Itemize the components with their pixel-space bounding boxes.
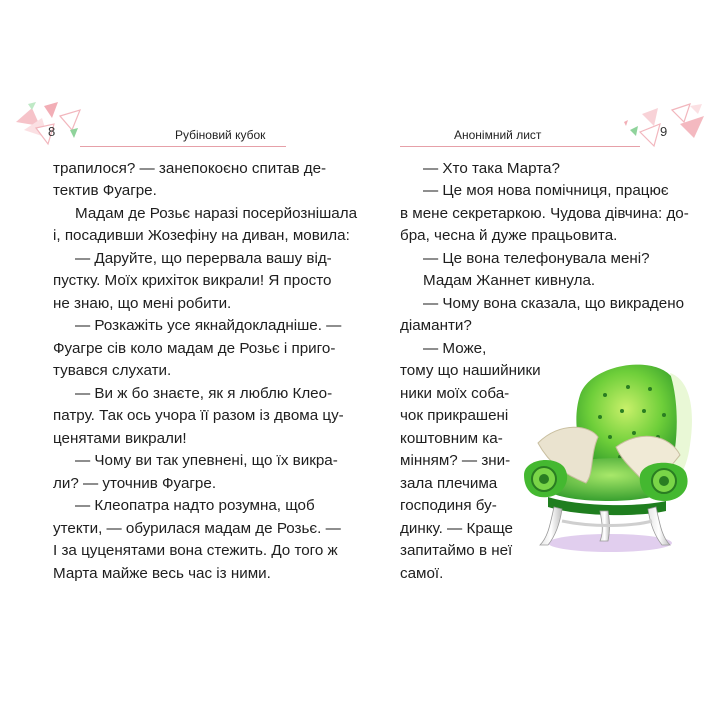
left-line-7: не знаю, що мені робити. — [53, 295, 232, 312]
left-line-16: — Клеопатра надто розумна, щоб — [75, 497, 315, 514]
left-line-2: тектив Фуагре. — [53, 182, 157, 199]
right-line-18: запитаймо в неї — [400, 542, 513, 559]
left-line-14: — Чому ви так упевнені, що їх викра- — [75, 452, 338, 469]
left-line-4: і, посадивши Жозефіну на диван, мовила: — [53, 227, 350, 244]
right-line-17: динку. — Краще — [400, 520, 513, 537]
left-line-9: Фуагре сів коло мадам де Розьє і приго- — [53, 340, 336, 357]
right-line-14: мінням? — зни- — [400, 452, 511, 469]
right-line-7: — Чому вона сказала, що викрадено — [423, 295, 685, 312]
right-running-head: Анонімний лист — [454, 128, 542, 142]
left-line-10: тувався слухати. — [53, 362, 172, 379]
right-line-15: зала плечима — [400, 475, 498, 492]
right-page-number: 9 — [660, 124, 668, 139]
left-line-15: ли? — уточнив Фуагре. — [53, 475, 217, 492]
left-line-1: трапилося? — занепокоєно спитав де- — [53, 160, 327, 177]
right-line-13: коштовним ка- — [400, 430, 503, 447]
right-line-9: — Може, — [423, 340, 487, 357]
left-running-head: Рубіновий кубок — [175, 128, 266, 142]
right-line-8: діаманти? — [400, 317, 472, 334]
armchair-illustration — [520, 355, 698, 560]
right-line-4: бра, чесна й дуже працьовита. — [400, 227, 618, 244]
right-line-6: Мадам Жаннет кивнула. — [423, 272, 596, 289]
right-line-12: чок прикрашені — [400, 407, 509, 424]
right-line-10: тому що нашийники — [400, 362, 541, 379]
left-line-13: ценятами викрали! — [53, 430, 187, 447]
right-line-19: самої. — [400, 565, 444, 582]
left-header-rule — [80, 146, 286, 147]
left-line-5: — Даруйте, що перервала вашу від- — [75, 250, 332, 267]
left-page-number: 8 — [48, 124, 56, 139]
right-line-2: — Це моя нова помічниця, працює — [423, 182, 669, 199]
left-line-3: Мадам де Розьє наразі посерйознішала — [75, 205, 358, 222]
right-line-3: в мене секретаркою. Чудова дівчина: до- — [400, 205, 689, 222]
right-line-16: господиня бу- — [400, 497, 497, 514]
left-line-6: пустку. Моїх крихіток викрали! Я просто — [53, 272, 332, 289]
right-line-1: — Хто така Марта? — [423, 160, 560, 177]
right-line-5: — Це вона телефонувала мені? — [423, 250, 650, 267]
left-line-12: патру. Так ось учора її разом із двома цу- — [53, 407, 344, 424]
right-line-11: ники моїх соба- — [400, 385, 510, 402]
left-line-18: І за цуценятами вона стежить. До того ж — [53, 542, 338, 559]
left-line-17: утекти, — обурилася мадам де Розьє. — — [53, 520, 341, 537]
left-line-19: Марта майже весь час із ними. — [53, 565, 271, 582]
left-line-8: — Розкажіть усе якнайдокладніше. — — [75, 317, 342, 334]
left-line-11: — Ви ж бо знаєте, як я люблю Клео- — [75, 385, 333, 402]
right-header-rule — [400, 146, 640, 147]
